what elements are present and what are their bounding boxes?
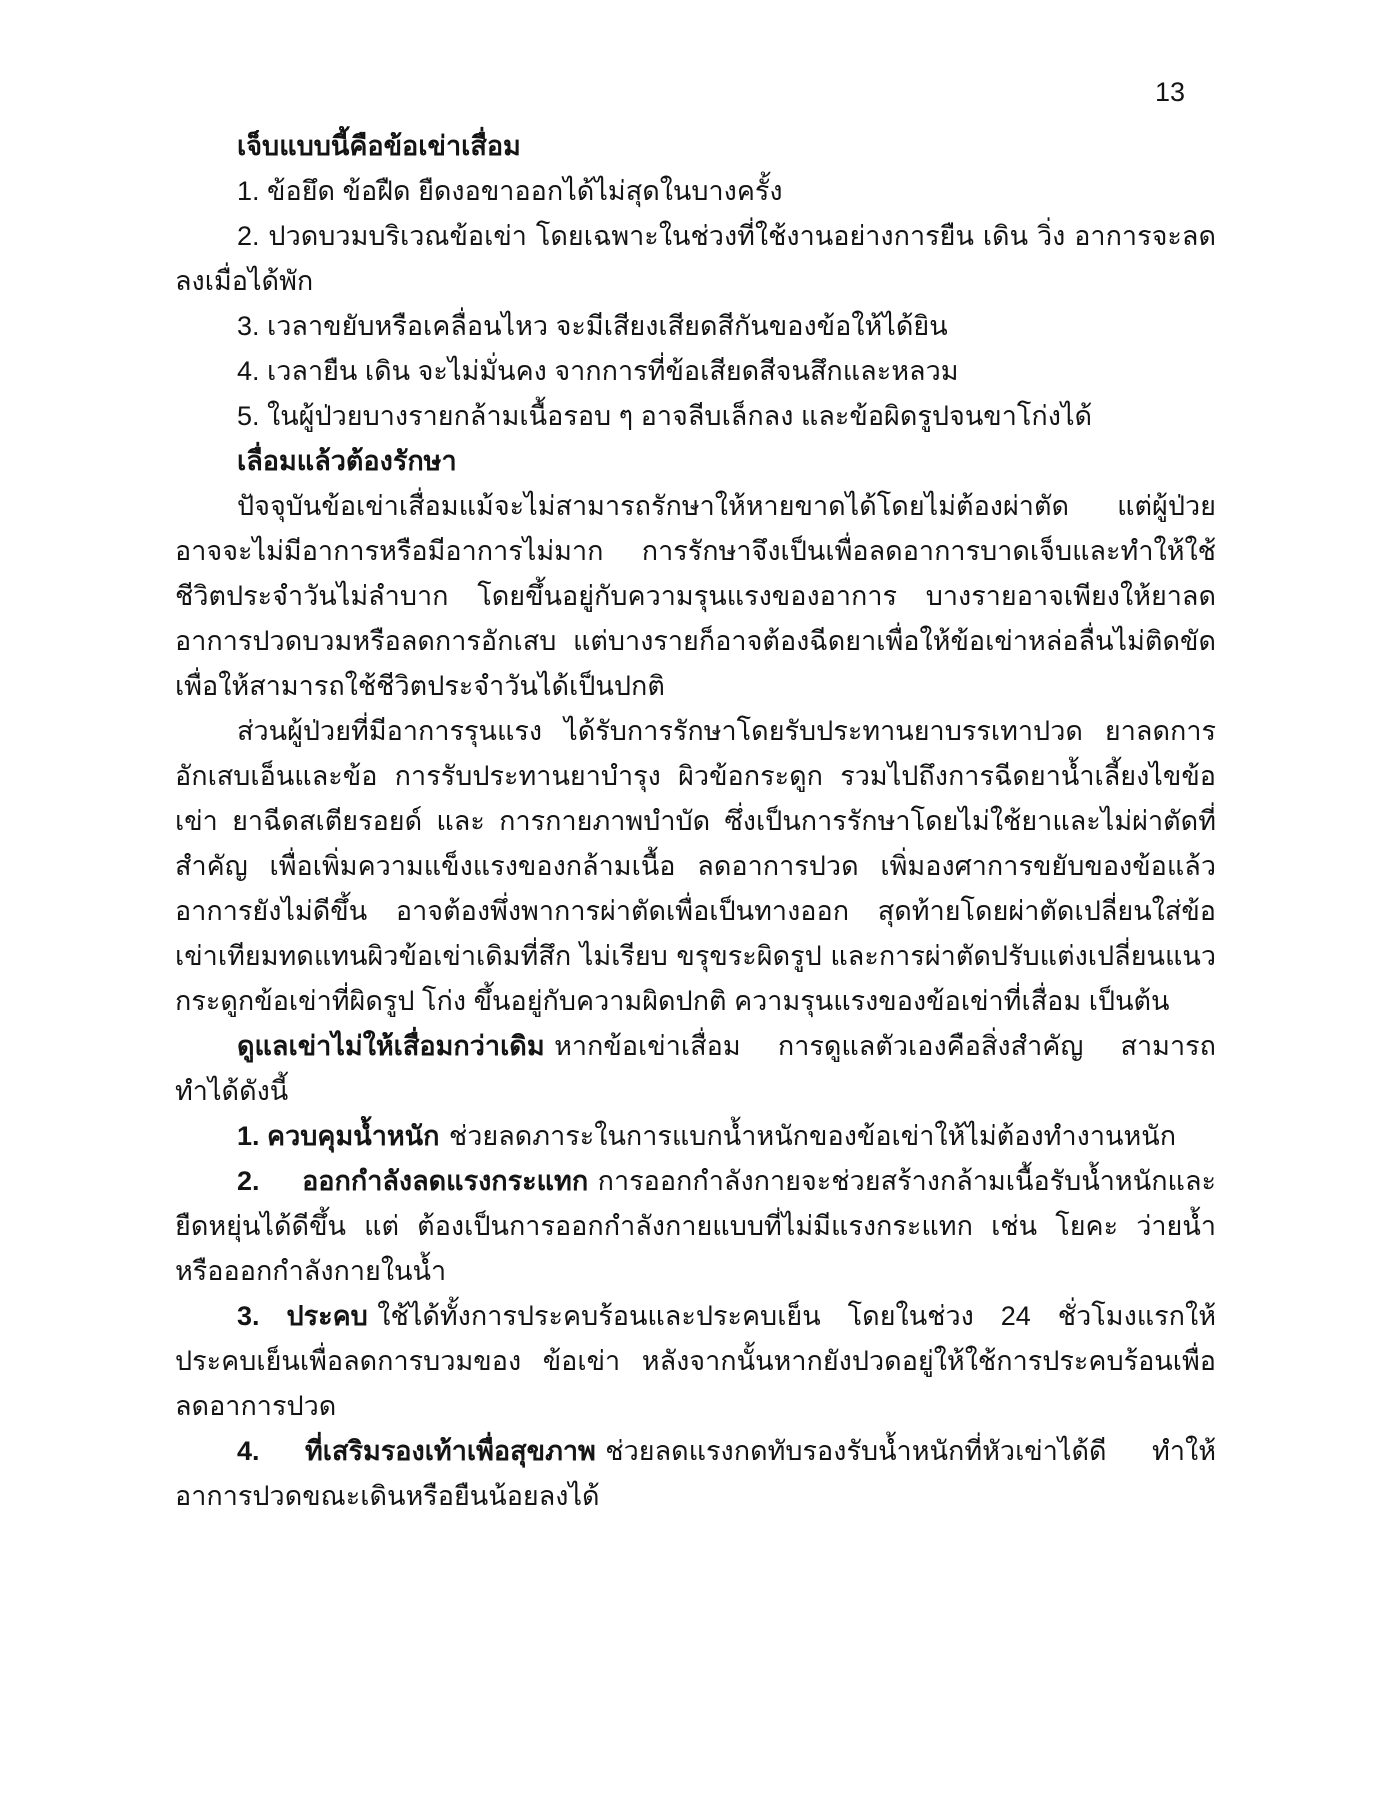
care-intro xyxy=(175,1024,1216,1114)
page-number: 13 xyxy=(1154,77,1185,107)
care-item-4 xyxy=(175,1429,1216,1519)
symptom-item-5: 5. ในผู้ป่วยบางรายกล้ามเนื้อรอบ ๆ อาจลีบเล็กลง และข้อผิดรูปจนขาโก่งได้ xyxy=(237,401,1093,431)
care-item-1-text: ช่วยลดภาระในการแบกน้ำหนักของข้อเข่าให้ไม่ต้องทำงานหนัก xyxy=(448,1121,1177,1151)
care-item-3-lead: 3. ประคบ xyxy=(237,1301,368,1331)
care-item-4-lead: 4. ที่เสริมรองเท้าเพื่อสุขภาพ xyxy=(237,1436,596,1466)
symptoms-heading: เจ็บแบบนี้คือข้อเข่าเสื่อม xyxy=(237,131,521,161)
symptom-item-1: 1. ข้อยึด ข้อฝืด ยืดงอขาออกได้ไม่สุดในบางครั้ง xyxy=(237,176,783,206)
symptom-item-4: 4. เวลายืน เดิน จะไม่มั่นคง จากการที่ข้อเสียดสีจนสึกและหลวม xyxy=(237,356,959,386)
symptom-item-2: 2. ปวดบวมบริเวณข้อเข่า โดยเฉพาะในช่วงที่ใช้งานอย่างการยืน เดิน วิ่ง อาการจะลดลงเมื่อได้พัก xyxy=(175,221,1216,296)
care-item-1 xyxy=(175,1114,1216,1159)
care-item-2-text: การออกกำลังกายจะช่วยสร้างกล้ามเนื้อรับน้ำหนักและยืดหยุ่นได้ดีขึ้น แต่ ต้องเป็นการออกกำลังกายแบบที่ไม่มีแรงกระแทก เช่น โยคะ ว่ายน้ำ หรือออกกำลังกายในน้ำ xyxy=(175,1166,1216,1286)
care-item-3-text: ใช้ได้ทั้งการประคบร้อนและประคบเย็น โดยในช่วง 24 ชั่วโมงแรกให้ประคบเย็นเพื่อลดการบวมของ ข้อเข่า หลังจากนั้นหากยังปวดอยู่ให้ใช้การประคบร้อนเพื่อลดอาการปวด xyxy=(175,1301,1216,1421)
symptom-item-3: 3. เวลาขยับหรือเคลื่อนไหว จะมีเสียงเสียดสีกันของข้อให้ได้ยิน xyxy=(237,311,948,341)
care-item-1-lead: 1. ควบคุมน้ำหนัก xyxy=(237,1121,440,1151)
care-intro-text: หากข้อเข่าเสื่อม การดูแลตัวเองคือสิ่งสำคัญ สามารถทำได้ดังนี้ xyxy=(175,1031,1216,1106)
care-intro-heading: ดูแลเข่าไม่ให้เสื่อมกว่าเดิม xyxy=(237,1031,545,1061)
care-item-4-text: ช่วยลดแรงกดทับรองรับน้ำหนักที่หัวเข่าได้ดี ทำให้อาการปวดขณะเดินหรือยืนน้อยลงได้ xyxy=(175,1436,1216,1511)
treatment-paragraph-2: ส่วนผู้ป่วยที่มีอาการรุนแรง ได้รับการรักษาโดยรับประทานยาบรรเทาปวด ยาลดการอักเสบเอ็นและข้อ การรับประทานยาบำรุง ผิวข้อกระดูก รวมไปถึงการฉีดยาน้ำเลี้ยงไขข้อเข่า ยาฉีดสเตียรอยด์ และ การกายภาพบำบัด ซึ่งเป็นการรักษาโดยไม่ใช้ยาและไม่ผ่าตัดที่สำคัญ เพื่อเพิ่มความแข็งแรงของกล้ามเนื้อ ลดอาการปวด เพิ่มองศาการขยับของข้อแล้วอาการยังไม่ดีขึ้น อาจต้องพึ่งพาการผ่าตัดเพื่อเป็นทางออก สุดท้ายโดยผ่าตัดเปลี่ยนใส่ข้อเข่าเทียมทดแทนผิวข้อเข่าเดิมที่สึก ไม่เรียบ ขรุขระผิดรูป และการผ่าตัดปรับแต่งเปลี่ยนแนวกระดูกข้อเข่าที่ผิดรูป โก่ง ขึ้นอยู่กับความผิดปกติ ความรุนแรงของข้อเข่าที่เสื่อม เป็นต้น xyxy=(175,716,1216,1016)
page-content xyxy=(175,124,1216,1519)
care-item-2-lead: 2. ออกกำลังลดแรงกระแทก xyxy=(237,1166,589,1196)
treatment-paragraph-1: ปัจจุบันข้อเข่าเสื่อมแม้จะไม่สามารถรักษาให้หายขาดได้โดยไม่ต้องผ่าตัด แต่ผู้ป่วยอาจจะไม่มีอาการหรือมีอาการไม่มาก การรักษาจึงเป็นเพื่อลดอาการบาดเจ็บและทำให้ใช้ชีวิตประจำวันไม่ลำบาก โดยขึ้นอยู่กับความรุนแรงของอาการ บางรายอาจเพียงให้ยาลดอาการปวดบวมหรือลดการอักเสบ แต่บางรายก็อาจต้องฉีดยาเพื่อให้ข้อเข่าหล่อลื่นไม่ติดขัด เพื่อให้สามารถใช้ชีวิตประจำวันได้เป็นปกติ xyxy=(175,491,1216,701)
care-item-2 xyxy=(175,1159,1216,1294)
treatment-heading: เลื่อมแล้วต้องรักษา xyxy=(237,446,457,476)
care-item-3 xyxy=(175,1294,1216,1429)
